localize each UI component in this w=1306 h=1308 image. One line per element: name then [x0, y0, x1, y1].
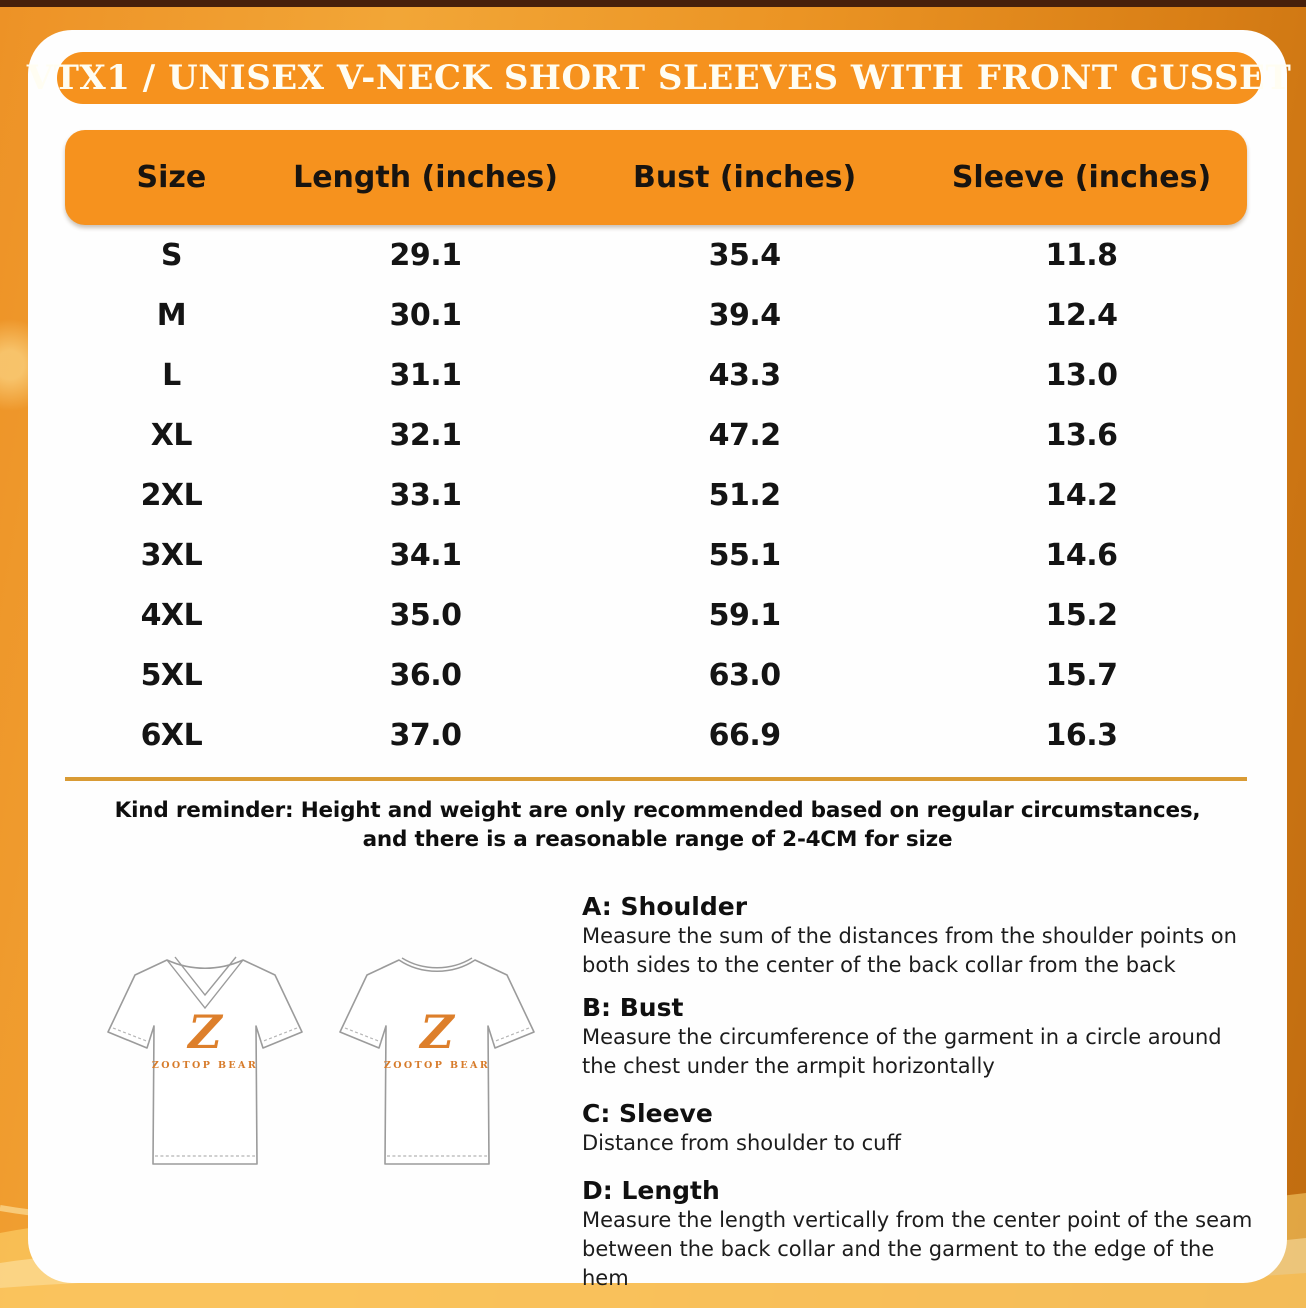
top-edge-strip [0, 0, 1306, 7]
cell-length: 34.1 [389, 537, 462, 573]
cell-size: 6XL [140, 717, 203, 753]
cell-sleeve: 15.7 [1045, 657, 1118, 693]
guide-section-label: D: Length [582, 1176, 720, 1205]
column-header-size: Size [136, 160, 207, 195]
brand-logo-name: ZOOTOP BEAR [151, 1060, 259, 1071]
cell-sleeve: 13.6 [1045, 417, 1118, 453]
cell-length: 30.1 [389, 297, 462, 333]
guide-section [582, 892, 1257, 980]
table-row [65, 525, 1247, 585]
column-header-bust: Bust (inches) [632, 160, 857, 195]
cell-bust: 51.2 [708, 477, 781, 513]
cell-bust: 63.0 [708, 657, 781, 693]
cell-bust: 66.9 [708, 717, 781, 753]
cell-bust: 35.4 [708, 237, 781, 273]
size-table [65, 130, 1247, 765]
guide-section-label: C: Sleeve [582, 1099, 713, 1128]
cell-size: 2XL [140, 477, 203, 513]
table-row [65, 405, 1247, 465]
cell-size: 3XL [140, 537, 203, 573]
cell-bust: 43.3 [708, 357, 781, 393]
cell-size: 4XL [140, 597, 203, 633]
size-chart-card [26, 30, 1292, 1290]
product-title: VTX1 / UNISEX V-NECK SHORT SLEEVES WITH FRONT GUSSET [26, 58, 1292, 98]
brand-logo-z: Z [188, 1005, 222, 1059]
cell-sleeve: 14.2 [1045, 477, 1118, 513]
measurement-guide [86, 892, 1257, 1293]
cell-size: L [162, 357, 181, 393]
brand-logo-name: ZOOTOP BEAR [383, 1060, 491, 1071]
table-row [65, 585, 1247, 645]
cell-length: 32.1 [389, 417, 462, 453]
brand-logo-z: Z [420, 1005, 454, 1059]
cell-size: 5XL [140, 657, 203, 693]
table-row [65, 465, 1247, 525]
guide-section-text: Distance from shoulder to cuff [582, 1131, 901, 1155]
guide-section-text: Measure the circumference of the garment in a circle around the chest under the armpit horizontally [582, 1025, 1222, 1078]
cell-sleeve: 11.8 [1045, 237, 1118, 273]
table-header-row [65, 130, 1247, 225]
column-header-sleeve: Sleeve (inches) [951, 160, 1212, 195]
cell-sleeve: 16.3 [1045, 717, 1118, 753]
tshirt-illustrations [86, 892, 556, 1293]
guide-section-text: Measure the length vertically from the center point of the seam between the back collar and the garment to the edge of the hem [582, 1208, 1253, 1290]
cell-sleeve: 15.2 [1045, 597, 1118, 633]
table-row [65, 225, 1247, 285]
guide-section [582, 1099, 1257, 1158]
kind-reminder-line1: Kind reminder: Height and weight are only recommended based on regular circumstances, [114, 798, 1201, 823]
cell-size: S [160, 237, 182, 273]
cell-bust: 55.1 [708, 537, 781, 573]
cell-sleeve: 14.6 [1045, 537, 1118, 573]
product-title-banner [26, 52, 1292, 104]
cell-sleeve: 12.4 [1045, 297, 1118, 333]
cell-bust: 39.4 [708, 297, 781, 333]
cell-length: 29.1 [389, 237, 462, 273]
guide-section-label: A: Shoulder [582, 892, 748, 921]
table-row [65, 645, 1247, 705]
cell-length: 36.0 [389, 657, 462, 693]
tshirt-back-illustration [318, 944, 556, 1184]
column-header-length: Length (inches) [293, 160, 558, 195]
tshirt-front-illustration [86, 944, 324, 1184]
table-row [65, 705, 1247, 765]
kind-reminder-note [28, 796, 1287, 854]
cell-length: 37.0 [389, 717, 462, 753]
measurement-instructions [556, 892, 1257, 1293]
cell-size: XL [150, 417, 192, 453]
table-row [65, 285, 1247, 345]
cell-bust: 47.2 [708, 417, 781, 453]
divider-line [65, 777, 1247, 781]
cell-size: M [156, 297, 187, 333]
cell-length: 33.1 [389, 477, 462, 513]
kind-reminder-line2: and there is a reasonable range of 2-4CM for size [362, 827, 953, 852]
cell-length: 35.0 [389, 597, 462, 633]
cell-length: 31.1 [389, 357, 462, 393]
guide-section [582, 993, 1257, 1081]
cell-bust: 59.1 [708, 597, 781, 633]
guide-section-label: B: Bust [582, 993, 684, 1022]
table-row [65, 345, 1247, 405]
guide-section [582, 1176, 1257, 1293]
guide-section-text: Measure the sum of the distances from the shoulder points on both sides to the center of the back collar from the back [582, 924, 1237, 977]
cell-sleeve: 13.0 [1045, 357, 1118, 393]
